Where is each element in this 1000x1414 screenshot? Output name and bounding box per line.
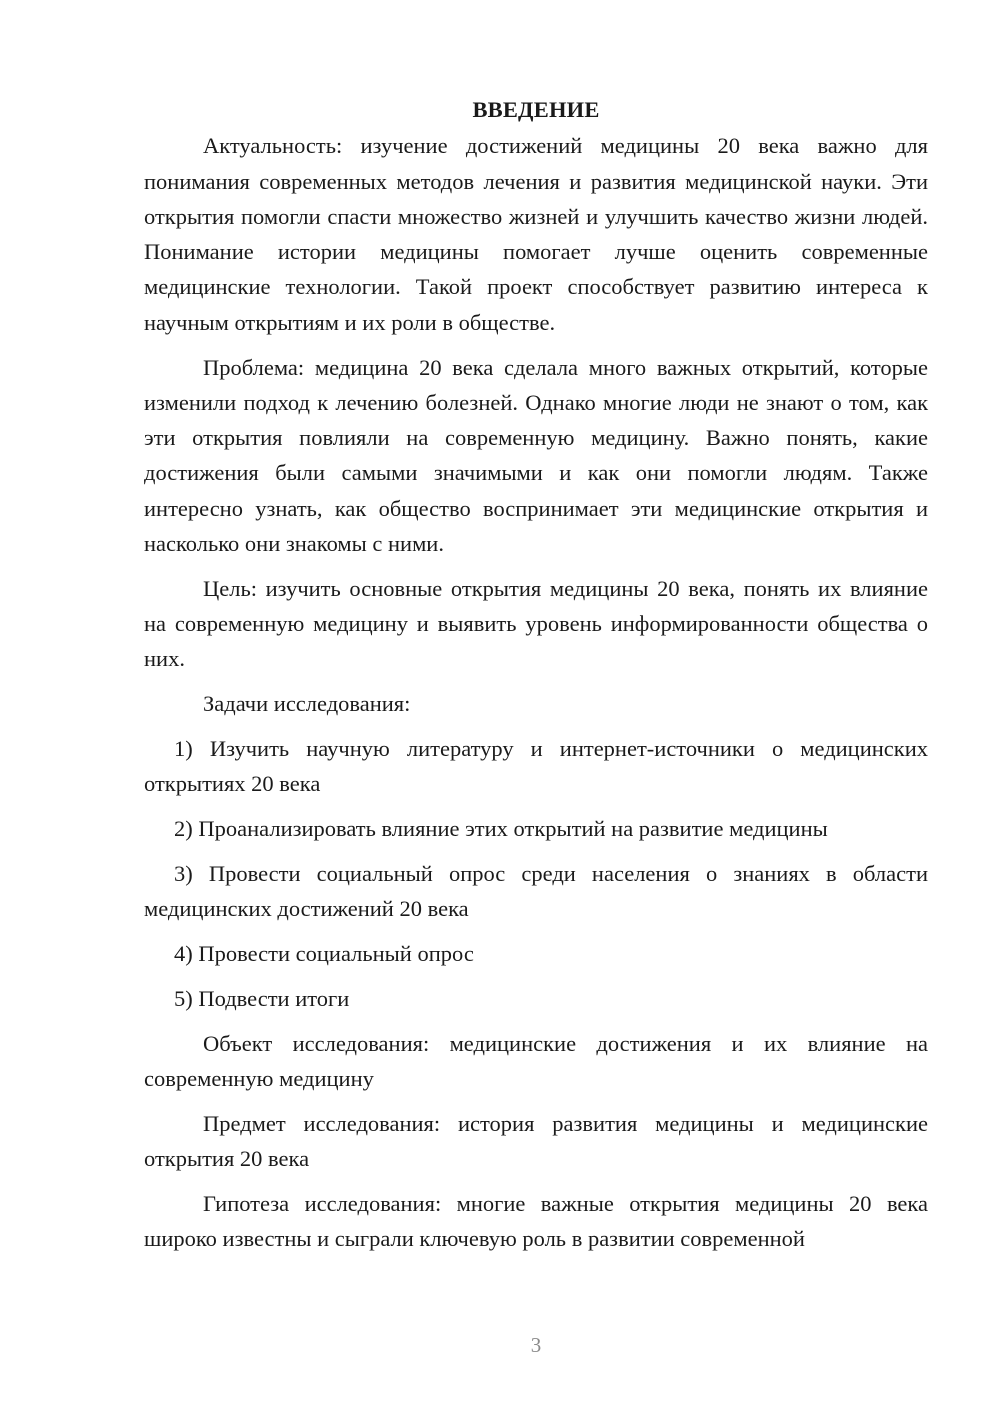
hypothesis-paragraph: Гипотеза исследования: многие важные открытия медицины 20 века широко известны и сыграли ключевую роль в развитии современной: [144, 1190, 928, 1252]
problem-paragraph: Проблема: медицина 20 века сделала много важных открытий, которые изменили подход к лечению болезней. Однако многие люди не знают о том, как эти открытия повлияли на современную медицину. Важно понять, какие достижения были самыми значимыми и как они помогли людям. Также интересно узнать, как общество воспринимает эти медицинские открытия и насколько они знакомы с ними.: [144, 354, 928, 557]
subject-paragraph: Предмет исследования: история развития медицины и медицинские открытия 20 века: [144, 1110, 928, 1172]
task-text: Провести социальный опрос среди населения о знаниях в области медицинских достижений 20 века: [144, 860, 929, 922]
task-item: [144, 936, 928, 971]
page-title: ВВЕДЕНИЕ: [472, 97, 600, 122]
task-item: [144, 981, 928, 1016]
task-text: Проанализировать влияние этих открытий на развитие медицины: [198, 816, 828, 842]
object-paragraph: Объект исследования: медицинские достижения и их влияние на современную медицину: [144, 1030, 928, 1091]
task-number: 1): [174, 736, 193, 762]
task-text: Подвести итоги: [198, 985, 350, 1011]
task-number: 2): [174, 816, 193, 842]
task-text: Провести социальный опрос: [198, 941, 474, 967]
page-number: 3: [530, 1333, 542, 1357]
task-text: Изучить научную литературу и интернет-источники о медицинских открытиях 20 века: [144, 736, 929, 797]
page-content: [144, 92, 928, 1266]
task-number: 5): [174, 985, 193, 1011]
relevance-paragraph: Актуальность: изучение достижений медицины 20 века важно для понимания современных методов лечения и развития медицинской науки. Эти открытия помогли спасти множество жизней и улучшить качество жизни людей. Понимание истории медицины помогает лучше оценить современные медицинские технологии. Такой проект способствует развитию интереса к научным открытиям и их роли в обществе.: [144, 133, 928, 335]
task-number: 4): [174, 941, 193, 967]
task-item: [144, 811, 928, 846]
task-number: 3): [174, 860, 193, 886]
task-item: [144, 856, 928, 927]
tasks-heading: Задачи исследования:: [203, 691, 411, 717]
goal-paragraph: Цель: изучить основные открытия медицины 20 века, понять их влияние на современную медицину и выявить уровень информированности общества о них.: [144, 575, 928, 672]
task-item: [144, 731, 928, 802]
